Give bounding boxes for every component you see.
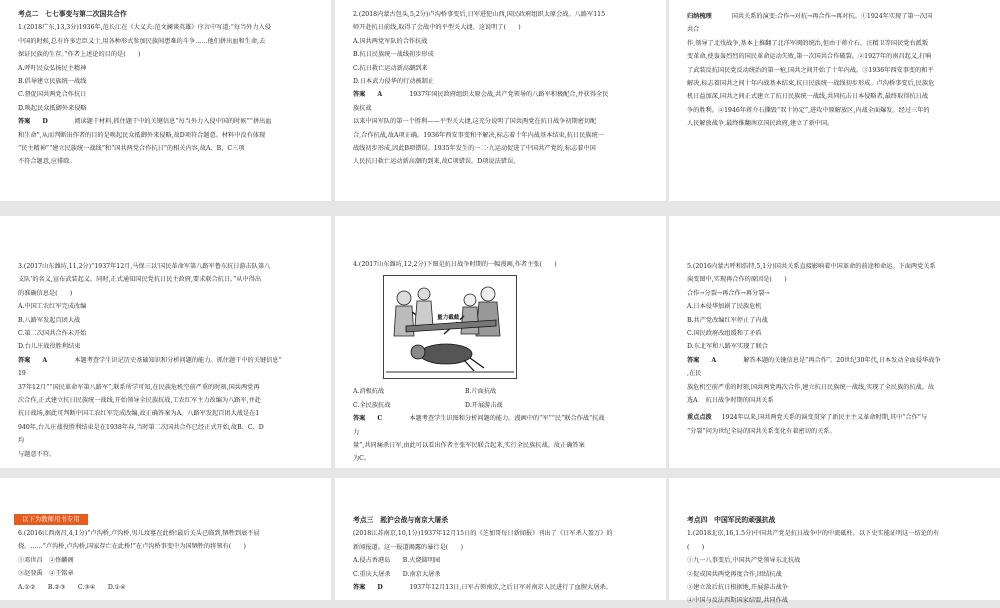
option: B.共产党改编红军停止了内战 [687,316,768,324]
summary-text: 了武装反抗国民党反动统治的第一枪,国共之间开始了十年内战。③1936年西安事变的和平 [687,66,934,74]
cartoon-image [383,275,517,379]
answer-row [353,581,648,594]
page-panel-1 [0,0,331,201]
section-heading: 考点二 七七事变与第二次国共合作 [18,10,127,18]
option: B.抗日民族统一战线初步形成 [353,51,434,59]
explanation-text: 和生命”,从而判断出作者的目的是唤起民众抵御外来侵略,故D项符合题意。材料中没有体现 [18,131,266,139]
option: C.第二次国共合作未开始 [18,330,87,338]
explanation-text: 合,合作抗战,故A项正确。1936年西安事变和平解决,标志着十年内战基本结束,抗日民族统一 [353,131,604,139]
question-stem: (2018江苏南京,10,1分)1937年12月15日的《芝加哥每日新闻报》刊出了《日军杀人盈万》的 [353,530,613,538]
question-stem: 4.(2017山东潍坊,12,2分)下图是抗日战争时期的一幅漫画,作者主张( ) [353,261,557,268]
option: D.唤起民众抵御外来侵略 [18,104,87,112]
summary-text: 作,领导了北伐战争,基本上推翻了北洋军阀的统治,但由于蒋介石、汪精卫等国民党右派叛 [687,39,929,47]
answer-letter: C [377,415,383,423]
answer-label: 答案 [687,356,700,364]
option: ②促成国共两党再度合作,团结抗战 [687,570,782,578]
page-panel-6 [669,216,1000,468]
explanation-text: 次合作,正式建立抗日民族统一战线,开始领导全民族抗战,工农红军主力改编为八路军,并赴 [18,397,261,405]
option: D.台儿庄战役胜利结束 [18,343,81,351]
explanation-text: 37年12月”“国民革命军第八路军”,联系所学可知,在民族危机空前严重的时刻,国共两党再 [18,383,260,391]
question-stem: 演变图中,实现再合作的原因是( ) [687,276,787,284]
page-panel-4 [0,216,331,468]
option: ①九一八事变后,中国共产党领导东北抗战 [687,557,801,565]
answer-row [353,88,648,101]
answer-letter: A [377,91,383,99]
answer-row [353,412,648,425]
answer-label: 答案 [18,118,31,126]
teacher-only-banner: 以下为教师用书专用 [14,514,88,525]
summary-text: 争的胜利。④1946年蒋介石撕毁“双十协定”,进攻中原解放区,内战全面爆发。经过三年的 [687,106,930,114]
page-panel-2 [335,0,666,201]
page-panel-5 [335,216,666,468]
answer-row [18,354,313,367]
tip-text: 1924年以来,国共两党关系的演变贯穿了新民主主义革命时期,其中“合作”与 [721,414,928,422]
question-stem: 5.(2016内蒙古呼和浩特,5,1分)国共关系直接影响着中国革命的前途和命运。下面两党关系 [687,263,936,270]
explanation-text: 19 [18,370,26,378]
option: ③建立敌后抗日根据地,开展游击战争 [687,584,788,592]
section-heading: 考点三 淞沪会战与南京大屠杀 [353,516,449,524]
explanation-text: 不符合题意,应排除。 [18,158,76,166]
explanation-text: 战线初步形成,因此B项错误。1935年发生的一二·九运动促进了中国共产党的,标志着中国 [353,145,596,153]
answer-label: 答案 [353,415,366,423]
option: A.呼吁民众弘扬民主精神 [18,64,87,72]
explanation-text: “民主精神”“建立民族统一战线”和“国共两党合作抗日”的相关内容,故A、B、C三项 [18,145,245,153]
explanation-text: 1937年12月13日,日军占领南京,之后日军对南京人民进行了血腥大屠杀。 [409,584,612,592]
answer-row [687,354,982,367]
answer-label: 答案 [353,91,366,99]
option: D.开展游击战 [464,401,503,409]
explanation-text: 本题考查学生识记历史基础知识和分析问题的能力。抓住题干中的关键信息“ [74,356,282,364]
option-row [353,385,648,398]
option: A.侵占香港岛 B.火烧圆明园 [353,557,441,565]
option: D.日本武力侵华的行动被制止 [353,78,434,86]
summary-text: 国共关系的演变:合作→对抗→再合作→再对抗。①1924年实现了第一次国 [731,13,933,20]
option: B.八路军发起百团大战 [18,316,81,324]
option: ④中国与反法西斯国家结盟,共同作战 [687,597,788,605]
option: B.片面抗战 [464,388,497,396]
option: B.倡导建立民族统一战线 [18,78,87,86]
explanation-text: 抗日战场,据此可判断中国工农红军完成改编,故正确答案为A。八路军发起百团大战是在1 [18,410,260,418]
option: ①邓世昌 ②佟麟阁 [18,556,74,564]
explanation-text: 本题考查学生识图和分析问题的能力。漫画中的“军”“民”联合作战“抗战 [409,415,605,423]
option: C.国民政府改组缓和了矛盾 [687,330,762,338]
explanation-text: 选A [687,397,698,405]
explanation-text [687,394,982,407]
tip-row [687,411,982,424]
option: A.日本侵华加剧了民族危机 [687,303,762,311]
question-stem: 的准确信息是( ) [18,289,73,297]
explanation-text: 940年,台儿庄战役胜利结束是在1938年春,当时第二次国共合作已经正式开始,故B、C、D [18,423,264,431]
question-stem: 新闻报道。这一报道揭露的暴行是( ) [353,543,464,551]
explanation-text: 量”,共同痛杀日军,由此可以看出作者主张军民联合起来,实行全民族抗战。故正确答案 [353,442,585,450]
tip-text: “分裂”问为世纪全局的国共关系变化有着密切的关系。 [687,427,836,435]
question-stem: 1.(2018北京,16,1.5分)中国共产党是抗日战争中的中流砥柱。以下史实能证明这一结论的有 [687,530,940,538]
question-stem: 1.(2018广东,13,3分)1936年,范长江在《大义夫:范文澜谈英雄》序言中写道:“每当外力入侵 [18,24,271,32]
page-panel-3 [669,0,1000,201]
cartoon-drawing [384,276,516,378]
answer-letter: A [711,356,717,364]
explanation-text: 族抗战 [353,104,372,112]
answer-letter: A [42,356,48,364]
explanation-text: ,在民 [687,370,702,378]
relation-diagram: 合作→分裂→再合作→再分裂→ [687,289,770,297]
option: C.全民族抗战 [353,401,391,409]
answer-letter: D [42,118,48,126]
answer-row [18,115,313,128]
summary-row [687,10,982,23]
answer-label: 答案 [353,584,366,592]
explanation-text: 1937年国民政府组织太原会战,共产党领导的八路军积极配合,并获得全民 [409,91,609,99]
page-panel-7 [0,478,331,600]
option: C.重庆大屠杀 D.南京大屠杀 [353,570,441,578]
question-stem: 保证民族的生存。”作者上述论的目的是( ) [18,51,141,59]
question-stem: 挠。……”卢沟桥,卢沟桥,国家存亡在此桥!”在卢沟桥事变中为国牺牲的将领有( ) [18,543,246,551]
tip-label: 重点点拨 [687,414,712,422]
explanation-text: 阅读题干材料,抓住题干中的关键信息“每当外力入侵中国的时候”“拼出血 [74,118,272,126]
question-stem: 中国的时候,总有许多忠臣义士,用各种形式参加民族间患难的斗争……他们拼出血和生命,去 [18,37,266,45]
summary-text: 解决,标志着国共之间十年内战基本结束,抗日民族统一战线初步形成。卢沟桥事变后,民族危 [687,80,935,88]
option: A.消极抗战 [353,388,385,396]
summary-label: 归纳梳理 [687,13,712,20]
option: D.东北军和八路军实现了联合 [687,343,768,351]
explanation-text: 力 [353,428,360,436]
summary-text: 人民解放战争,最终推翻南京国民政府,建立了新中国。 [687,120,834,128]
option: A.中国工农红军完成改编 [18,303,87,311]
option: ③赵登禹 ④王铭章 [18,570,74,578]
summary-text: 变革命,使轰轰烈烈的国民革命运动失败,第一次国共合作破裂。②1927年的南昌起义,打响 [687,53,932,61]
option: C.抗日救亡运动新高潮到来 [353,64,428,72]
question-stem: ( ) [687,543,705,551]
question-stem: 2.(2018内蒙古包头,5,2分)卢沟桥事变后,日军进犯山西,国民政府组织太原会战。八路军115 [353,11,606,18]
option: C.督促国共两党合作抗日 [18,91,87,99]
explanation-text: 以来中国军队的第一个胜利——平型关大捷,这充分说明了国共两党在抗日战争初期密切配 [353,118,597,126]
cartoon-caption: 量力截截 [437,315,460,322]
question-stem: 6.(2016江西南昌,4,1分)“卢沟桥,卢沟桥,男儿坟墓在此桥!最后关头已临到,牺牲到底不屈 [18,530,260,537]
page-panel-9 [669,478,1000,605]
explanation-text: 与题意不符。 [18,450,56,458]
option: A.①② B.②③ C.③④ D.①④ [18,583,126,591]
explanation-text: 抗日战争时期的国共关系 [705,397,774,405]
summary-text: 共合 [687,26,700,34]
option-row [353,399,648,412]
question-stem: 3.(2017山东潍坊,11,2分)“1937年12月,马保三以‘国民革命军第八路军鲁东抗日游击队第八 [18,263,271,270]
explanation-text: 均 [18,437,25,445]
summary-text: 机日益加深,国共之间正式建立了抗日民族统一战线,共同抗击日本侵略者,最终取得抗日战 [687,93,929,101]
page-panel-8 [335,478,666,600]
explanation-text: 为C。 [353,455,371,463]
section-heading: 考点四 中国军民的顽强抗战 [687,516,776,524]
explanation-text: 解答本题的关键信息是“再合作”。20世纪30年代,日本发动全面侵华战争 [743,356,941,364]
option: A.国共两党军队的合作抗战 [353,37,428,45]
explanation-text: 人民抗日救亡运动新高潮的到来,故C项错误。D项说法错误。 [353,158,520,166]
explanation-text: 族危机空前严重的时刻,国共两党再次合作,建立抗日民族统一战线,实现了全民族的抗战。故 [687,383,935,391]
question-stem: 师开赴抗日前线,取得了会战中的平型关大捷。这说明了( ) [353,24,521,32]
answer-letter: D [377,584,383,592]
answer-label: 答案 [18,356,31,364]
question-stem: 支队’的名义,宣布武装起义。同时,正式通知国民党抗日民主政府,要求联合抗日。”从中得出 [18,276,262,284]
